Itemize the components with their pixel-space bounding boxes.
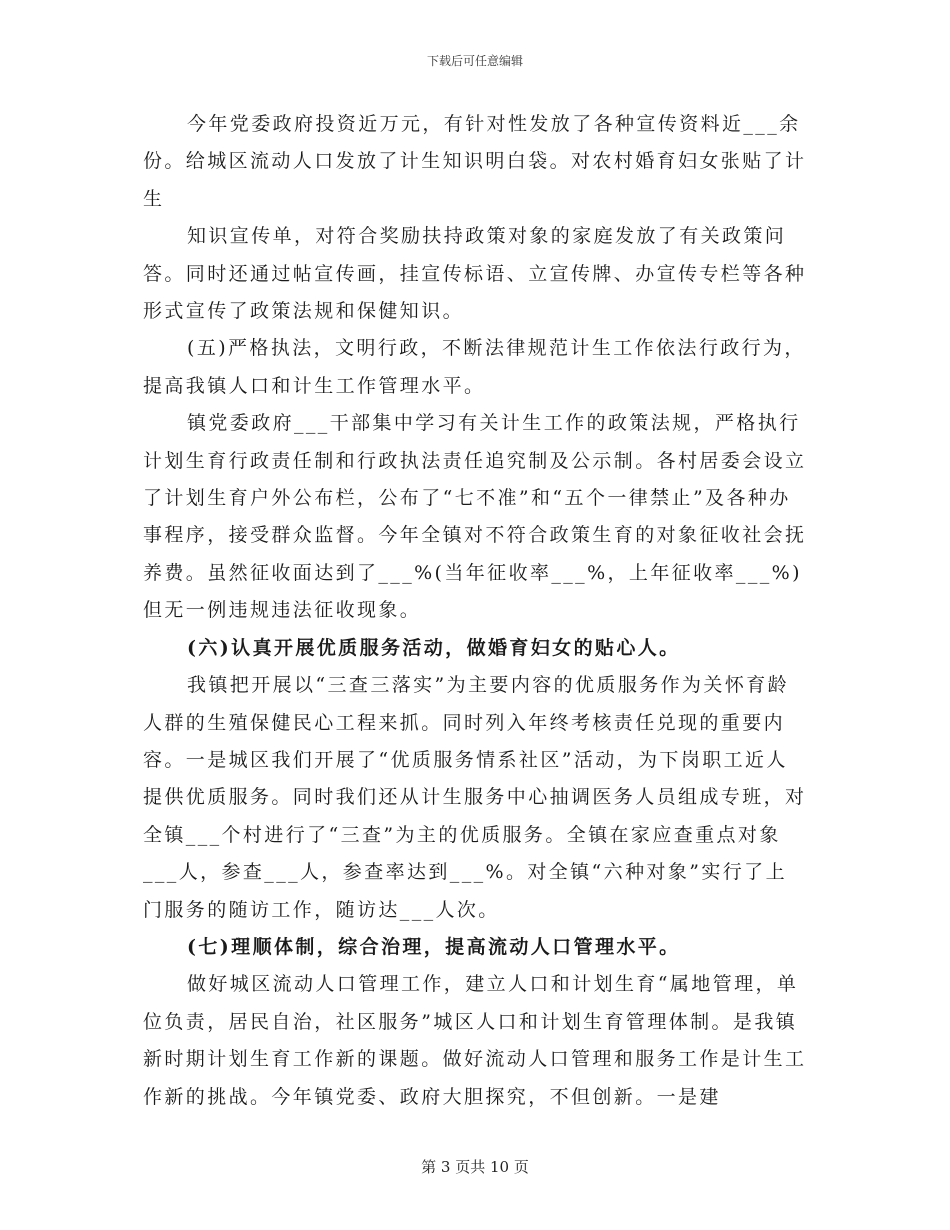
page-header: 下载后可任意编辑	[426, 54, 523, 68]
paragraph-section-6-heading: (六)认真开展优质服务活动，做婚育妇女的贴心人。	[187, 636, 681, 659]
page-footer: 第 3 页共 10 页	[421, 1158, 529, 1176]
paragraph-knowledge-leaflets: 知识宣传单，对符合奖励扶持政策对象的家庭发放了有关政策问答。同时还通过帖宣传画，挂宣传标语、立宣传牌、办宣传专栏等各种形式宣传了政策法规和保健知识。	[143, 225, 807, 323]
paragraph-quality-service: 我镇把开展以“三查三落实”为主要内容的优质服务作为关怀育龄人群的生殖保健民心工程来抓。同时列入年终考核责任兑现的重要内容。一是城区我们开展了“优质服务情系社区”活动，为下岗职工近人提供优质服务。同时我们还从计生服务中心抽调医务人员组成专班，对全镇___个村进行了“三查”为主的优质服务。全镇在家应查重点对象___人，参查___人，参查率达到___%。对全镇“六种对象”实行了上门服务的随访工作，随访达___人次。	[143, 674, 807, 921]
document-body	[143, 106, 807, 1116]
paragraph-floating-population: 做好城区流动人口管理工作，建立人口和计划生育“属地管理，单位负责，居民自治，社区服务”城区人口和计划生育管理体制。是我镇新时期计划生育工作新的课题。做好流动人口管理和服务工作是计生工作新的挑战。今年镇党委、政府大胆探究，不但创新。一是建	[143, 973, 807, 1108]
paragraph-section-7-heading: (七)理顺体制，综合治理，提高流动人口管理水平。	[187, 935, 681, 958]
paragraph-publicity-materials: 今年党委政府投资近万元，有针对性发放了各种宣传资料近___余份。给城区流动人口发放了计生知识明白袋。对农村婚育妇女张贴了计生	[143, 113, 807, 210]
paragraph-section-5-heading: (五)严格执法，文明行政，不断法律规范计生工作依法行政行为，提高我镇人口和计生工作管理水平。	[143, 337, 806, 397]
paragraph-law-enforcement: 镇党委政府___干部集中学习有关计生工作的政策法规，严格执行计划生育行政责任制和行政执法责任追究制及公示制。各村居委会设立了计划生育户外公布栏，公布了“七不准”和“五个一律禁止”及各种办事程序，接受群众监督。今年全镇对不符合政策生育的对象征收社会抚养费。虽然征收面达到了___%(当年征收率___%，上年征收率___%)但无一例违规违法征收现象。	[143, 412, 807, 622]
